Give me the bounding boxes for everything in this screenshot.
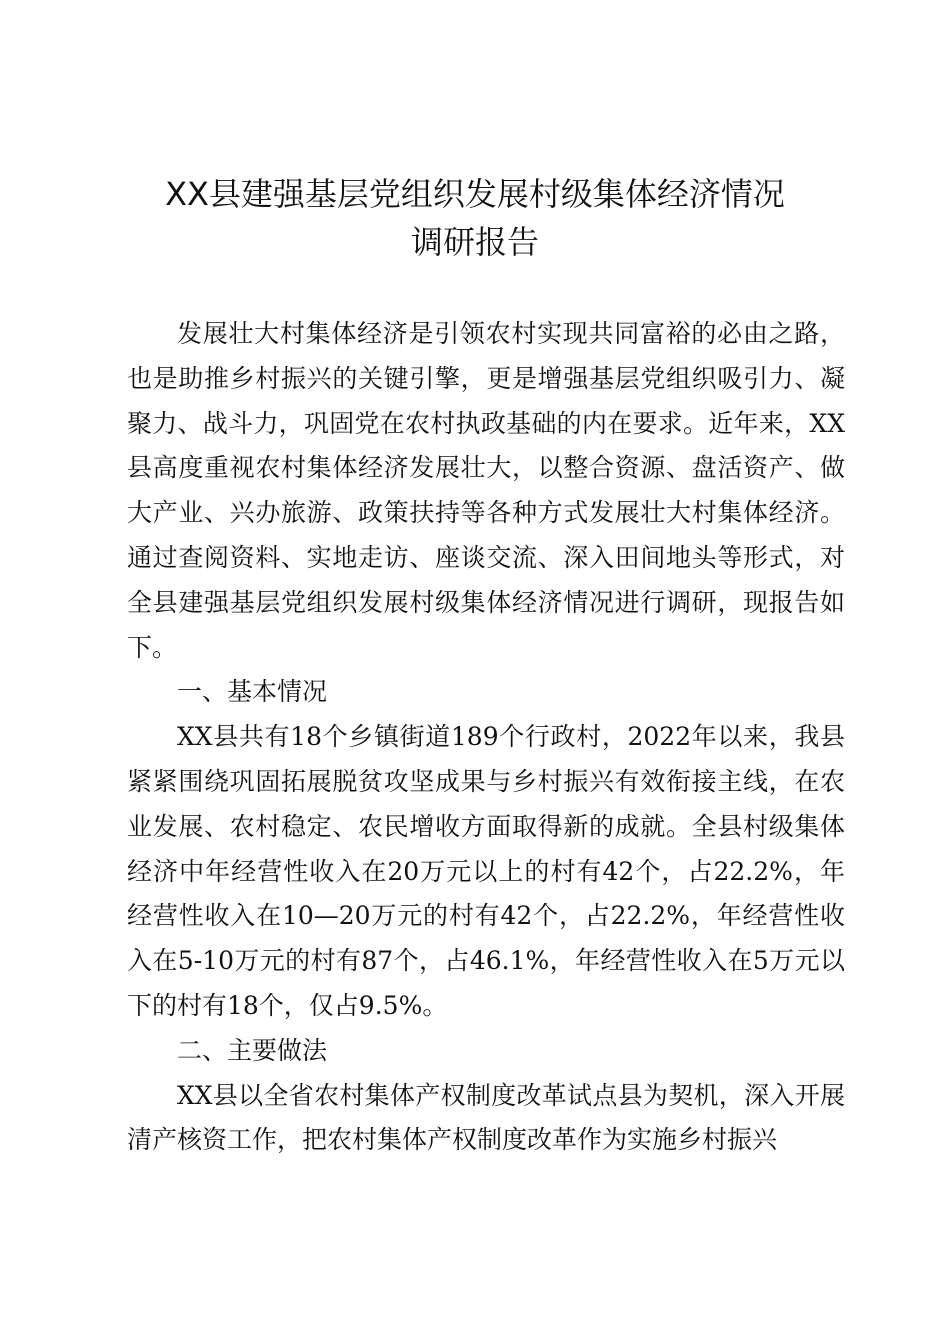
title-line-1: XX县建强基层党组织发展村级集体经济情况 <box>165 175 785 213</box>
intro-paragraph: 发展壮大村集体经济是引领农村实现共同富裕的必由之路，也是助推乡村振兴的关键引擎，更是增强基层党组织吸引力、凝聚力、战斗力，巩固党在农村执政基础的内在要求。近年来，XX县高度重视农村集体经济发展壮大，以整合资源、盘活资产、做大产业、兴办旅游、政策扶持等各种方式发展壮大村集体经济。通过查阅资料、实地走访、座谈交流、深入田间地头等形式，对全县建强基层党组织发展村级集体经济情况进行调研，现报告如下。 <box>127 319 845 662</box>
title-line-2: 调研报告 <box>410 223 539 261</box>
basic-situation-paragraph: XX县共有18个乡镇街道189个行政村，2022年以来，我县紧紧围绕巩固拓展脱贫攻坚成果与乡村振兴有效衔接主线，在农业发展、农村稳定、农民增收方面取得新的成就。全县村级集体经济中年经营性收入在20万元以上的村有42个，占22.2%，年经营性收入在10—20万元的村有42个，占22.2%，年经营性收入在5-10万元的村有87个，占46.1%，年经营性收入在5万元以下的村有18个，仅占9.5%。 <box>127 722 845 1020</box>
main-practices-paragraph: XX县以全省农村集体产权制度改革试点县为契机，深入开展清产核资工作，把农村集体产权制度改革作为实施乡村振兴 <box>127 1080 845 1155</box>
document-title <box>0 170 950 266</box>
section-heading-main-practices: 二、主要做法 <box>177 1035 328 1065</box>
document-body <box>127 312 845 1163</box>
section-heading-basic-situation: 一、基本情况 <box>177 677 328 707</box>
